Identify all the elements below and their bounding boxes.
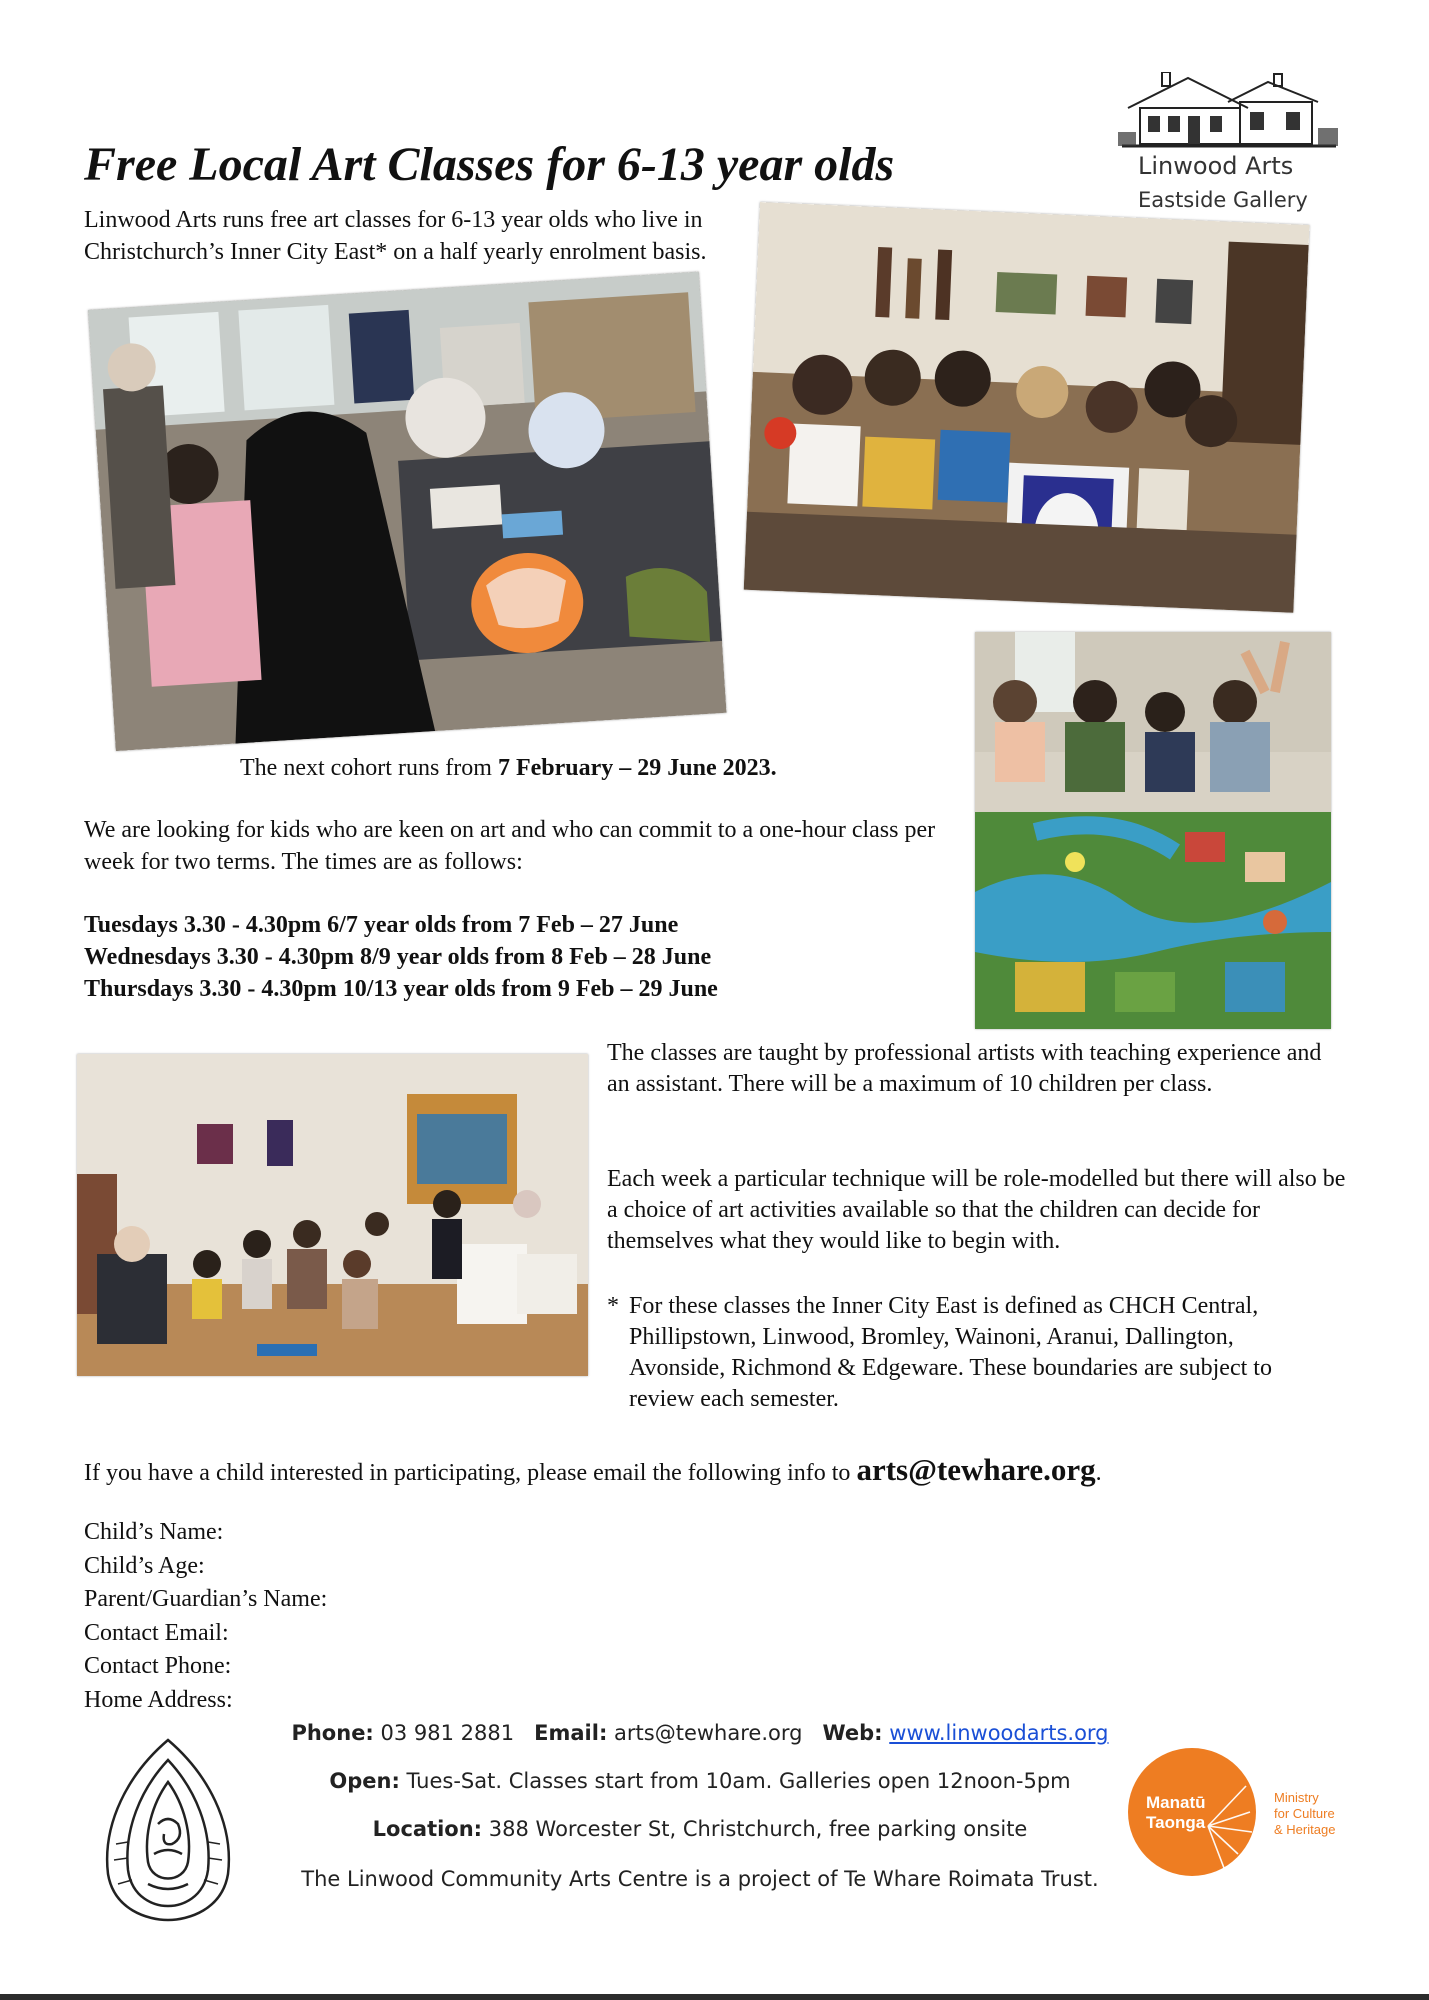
location-line: [200, 1814, 1200, 1844]
opening-hours: Tues-Sat. Classes start from 10am. Galleries open 12noon-5pm: [406, 1769, 1071, 1793]
cohort-prefix: The next cohort runs from: [240, 755, 498, 781]
open-label: Open:: [329, 1769, 400, 1793]
website-link[interactable]: www.linwoodarts.org: [889, 1721, 1109, 1745]
technique-info-text: Each week a particular technique will be role-modelled but there will also be a choice of art activities available so that the children can decide for themselves what they would like to begin with.: [607, 1166, 1346, 1254]
opening-hours-line: [200, 1766, 1200, 1796]
enrol-email-address[interactable]: arts@tewhare.org: [856, 1452, 1096, 1487]
cohort-dates: 7 February – 29 June 2023.: [497, 755, 777, 781]
photo-kids-painted-map: [975, 632, 1331, 1029]
inner-city-east-footnote: [607, 1291, 1327, 1415]
heritage-line: & Heritage: [1274, 1822, 1336, 1837]
enrol-email-line: [84, 1452, 1364, 1491]
field-home-address: Home Address:: [84, 1686, 233, 1713]
intro-text: Linwood Arts runs free art classes for 6-13 year olds who live in Christchurch’s Inner City East* on a half yearly enrolment basis.: [84, 207, 707, 265]
phone-label: Phone:: [291, 1721, 374, 1745]
page-title: Free Local Art Classes for 6-13 year olds: [84, 138, 895, 191]
contact-line: [200, 1718, 1200, 1748]
linwood-arts-house-logo: [1118, 72, 1340, 152]
field-contact-email: Contact Email:: [84, 1619, 229, 1646]
location-label: Location:: [372, 1817, 483, 1841]
schedule-row-thursday: Thursdays 3.30 - 4.30pm 10/13 year olds from 9 Feb – 29 June: [84, 976, 718, 1002]
ministry-line: Ministry: [1274, 1790, 1319, 1805]
te-whare-roimata-trust-logo: [88, 1734, 248, 1924]
footnote-marker: *: [607, 1293, 619, 1319]
phone-number: 03 981 2881: [380, 1721, 515, 1745]
page-bottom-edge: [0, 1994, 1429, 2000]
field-contact-phone: Contact Phone:: [84, 1653, 232, 1679]
teaching-info-text: The classes are taught by professional artists with teaching experience and an assistant. There will be a maximum of 10 children per class.: [607, 1040, 1322, 1097]
looking-for-text: We are looking for kids who are keen on art and who can commit to a one-hour class per week for two terms. The times are as follows:: [84, 817, 936, 875]
email-label: Email:: [534, 1721, 608, 1745]
enrolment-fields-list: [84, 1516, 684, 1717]
location-address: 388 Worcester St, Christchurch, free parking onsite: [488, 1817, 1028, 1841]
manatu-line: Manatū: [1146, 1793, 1206, 1812]
class-schedule: [84, 909, 954, 1005]
photo-kids-holding-art: [744, 202, 1310, 613]
footnote-text: For these classes the Inner City East is defined as CHCH Central, Phillipstown, Linwood, Bromley, Wainoni, Aranui, Dallington, Avonside, Richmond & Edgeware. These boundaries are subject to review each semester.: [629, 1293, 1272, 1412]
schedule-row-tuesday: Tuesdays 3.30 - 4.30pm 6/7 year olds from 7 Feb – 27 June: [84, 912, 679, 938]
manatu-taonga-logo: [1128, 1742, 1368, 1882]
field-child-name: Child’s Name:: [84, 1519, 224, 1545]
photo-kids-papier-mache: [88, 272, 727, 752]
email-prefix: If you have a child interested in participating, please email the following info to: [84, 1460, 857, 1486]
web-label: Web:: [822, 1721, 883, 1745]
schedule-row-wednesday: Wednesdays 3.30 - 4.30pm 8/9 year olds from 8 Feb – 28 June: [84, 944, 712, 970]
photo-gallery-group-session: [77, 1054, 588, 1376]
taonga-line: Taonga: [1146, 1813, 1206, 1832]
email-suffix: .: [1095, 1460, 1102, 1486]
for-culture-line: for Culture: [1274, 1806, 1335, 1821]
logo-subtitle: Eastside Gallery: [1138, 188, 1308, 212]
field-child-age: Child’s Age:: [84, 1552, 205, 1579]
cohort-dates-line: [240, 752, 1000, 784]
field-parent-name: Parent/Guardian’s Name:: [84, 1586, 328, 1612]
trust-line: The Linwood Community Arts Centre is a project of Te Whare Roimata Trust.: [301, 1867, 1099, 1891]
contact-email[interactable]: arts@tewhare.org: [614, 1721, 803, 1745]
logo-name: Linwood Arts: [1138, 152, 1294, 180]
